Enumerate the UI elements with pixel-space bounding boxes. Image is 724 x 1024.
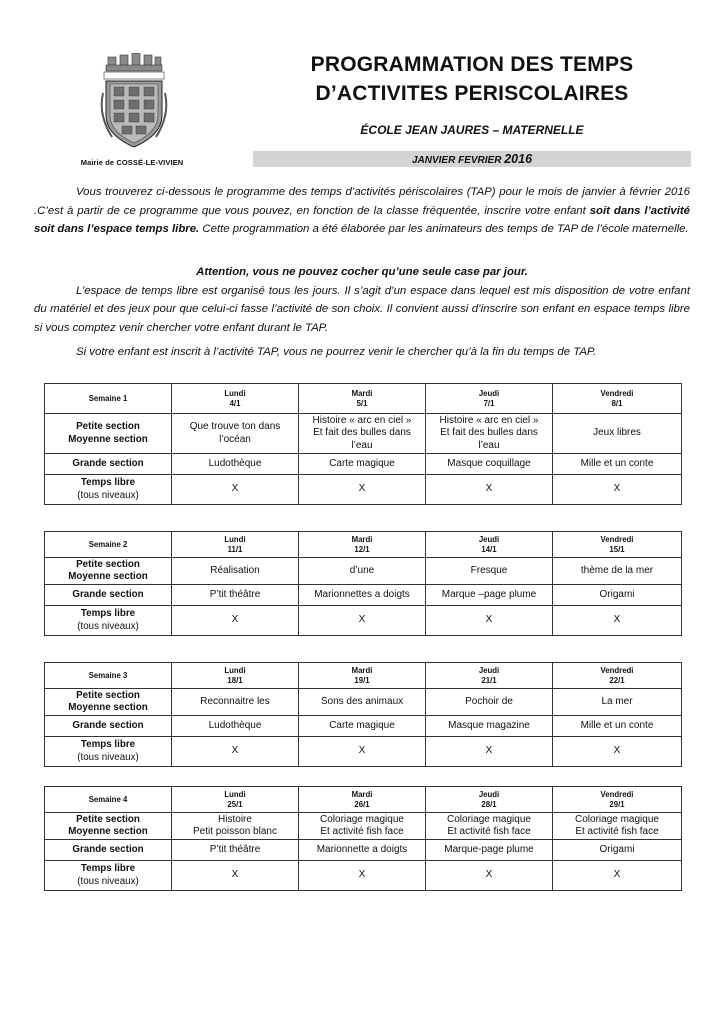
day-header: Jeudi 21/1 [426, 663, 553, 689]
free-time-checkbox[interactable]: X [172, 737, 299, 767]
table-row [45, 861, 682, 891]
free-time-checkbox[interactable]: X [172, 606, 299, 636]
activity-cell[interactable]: thème de la mer [553, 558, 682, 585]
activity-cell[interactable]: Carte magique [299, 716, 426, 737]
day-header: Vendredi 15/1 [553, 532, 682, 558]
row-label-temps-libre: Temps libre (tous niveaux) [45, 606, 172, 636]
free-time-checkbox[interactable]: X [299, 606, 426, 636]
free-time-checkbox[interactable]: X [426, 606, 553, 636]
day-header: Jeudi 28/1 [426, 787, 553, 813]
day-header: Vendredi 29/1 [553, 787, 682, 813]
activity-cell[interactable]: Pochoir de [426, 689, 553, 716]
day-header: Vendredi 8/1 [553, 384, 682, 414]
row-label-grande: Grande section [45, 840, 172, 861]
activity-cell[interactable]: Marque-page plume [426, 840, 553, 861]
activity-cell[interactable]: Que trouve ton dans l’océan [172, 414, 299, 454]
activity-cell[interactable]: Marionnettes a doigts [299, 585, 426, 606]
activity-cell[interactable]: Coloriage magique Et activité fish face [426, 813, 553, 840]
period-bar [253, 151, 691, 167]
table-row [45, 606, 682, 636]
period-year: 2016 [504, 152, 533, 166]
free-time-checkbox[interactable]: X [299, 475, 426, 505]
free-time-checkbox[interactable]: X [299, 737, 426, 767]
week-4-table [44, 786, 682, 891]
table-row [45, 737, 682, 767]
activity-cell[interactable]: La mer [553, 689, 682, 716]
row-label-petite-moyenne: Petite section Moyenne section [45, 558, 172, 585]
table-row [45, 716, 682, 737]
activity-cell[interactable]: Coloriage magique Et activité fish face [299, 813, 426, 840]
coat-of-arms-logo [98, 53, 170, 151]
free-time-checkbox[interactable]: X [299, 861, 426, 891]
free-time-checkbox[interactable]: X [553, 606, 682, 636]
week-label: Semaine 1 [45, 384, 172, 414]
table-row [45, 689, 682, 716]
activity-cell[interactable]: Masque magazine [426, 716, 553, 737]
day-header: Jeudi 7/1 [426, 384, 553, 414]
activity-cell[interactable]: Reconnaitre les [172, 689, 299, 716]
week-2-table [44, 531, 682, 636]
activity-cell[interactable]: d’une [299, 558, 426, 585]
day-header: Jeudi 14/1 [426, 532, 553, 558]
row-label-petite-moyenne: Petite section Moyenne section [45, 689, 172, 716]
activity-cell[interactable]: Histoire « arc en ciel » Et fait des bulles dans l’eau [426, 414, 553, 454]
activity-cell[interactable]: Carte magique [299, 454, 426, 475]
day-header: Lundi 18/1 [172, 663, 299, 689]
free-time-checkbox[interactable]: X [553, 861, 682, 891]
activity-cell[interactable]: Histoire Petit poisson blanc [172, 813, 299, 840]
activity-cell[interactable]: Histoire « arc en ciel » Et fait des bulles dans l’eau [299, 414, 426, 454]
activity-cell[interactable]: Ludothèque [172, 454, 299, 475]
activity-cell[interactable]: Réalisation [172, 558, 299, 585]
week-label: Semaine 3 [45, 663, 172, 689]
activity-cell[interactable]: Coloriage magique Et activité fish face [553, 813, 682, 840]
table-header-row [45, 532, 682, 558]
free-time-checkbox[interactable]: X [426, 861, 553, 891]
activity-cell[interactable]: Ludothèque [172, 716, 299, 737]
period-label: JANVIER FEVRIER [411, 155, 502, 166]
free-time-checkbox[interactable]: X [426, 475, 553, 505]
table-row [45, 475, 682, 505]
week-3-table [44, 662, 682, 767]
row-label-grande: Grande section [45, 585, 172, 606]
free-time-checkbox[interactable]: X [553, 737, 682, 767]
table-row [45, 558, 682, 585]
day-header: Lundi 25/1 [172, 787, 299, 813]
table-row [45, 840, 682, 861]
mairie-label: Mairie de COSSÉ-LE-VIVIEN [80, 158, 184, 167]
activity-cell[interactable]: Masque coquillage [426, 454, 553, 475]
page-title: PROGRAMMATION DES TEMPS D’ACTIVITES PERISCOLAIRES [310, 53, 634, 105]
free-time-paragraph: Attention, vous ne pouvez cocher qu’une seule case par jour. L’espace de temps libre est organisé tous les jours. Il s’agit d’un espace dans lequel est mis disposition de votre enfant du matériel et des jeux pour que celui-ci fasse l’activité de son choix. Il convient aussi d’inscrire son enfant en espace temps libre si vous comptez venir chercher votre enfant durant le TAP. [34, 266, 690, 334]
day-header: Mardi 12/1 [299, 532, 426, 558]
activity-cell[interactable]: Mille et un conte [553, 716, 682, 737]
warning-text: Attention, vous ne pouvez cocher qu’une seule case par jour. [196, 266, 528, 278]
activity-cell[interactable]: Marionnette a doigts [299, 840, 426, 861]
week-label: Semaine 2 [45, 532, 172, 558]
day-header: Mardi 19/1 [299, 663, 426, 689]
table-row [45, 585, 682, 606]
activity-cell[interactable]: Sons des animaux [299, 689, 426, 716]
week-1-table [44, 383, 682, 505]
table-header-row [45, 787, 682, 813]
table-row [45, 813, 682, 840]
pickup-note: Si votre enfant est inscrit à l’activité TAP, vous ne pourrez venir le chercher qu’à la fin du temps de TAP. [76, 346, 597, 358]
row-label-grande: Grande section [45, 716, 172, 737]
intro-paragraph: Vous trouverez ci-dessous le programme des temps d’activités périscolaires (TAP) pour le mois de janvier à février 2016 .C’est à partir de ce programme que vous pouvez, en fonction de la classe fréquentée, inscrire votre enfant soit dans l’activité soit dans l’espace temps libre. Cette programmation a été élaborée par les animateurs des temps de TAP de l’école maternelle. [34, 186, 690, 235]
row-label-petite-moyenne: Petite section Moyenne section [45, 414, 172, 454]
free-time-checkbox[interactable]: X [553, 475, 682, 505]
row-label-petite-moyenne: Petite section Moyenne section [45, 813, 172, 840]
table-header-row [45, 384, 682, 414]
day-header: Vendredi 22/1 [553, 663, 682, 689]
week-label: Semaine 4 [45, 787, 172, 813]
row-label-temps-libre: Temps libre (tous niveaux) [45, 737, 172, 767]
day-header: Mardi 5/1 [299, 384, 426, 414]
activity-cell[interactable]: Origami [553, 585, 682, 606]
table-header-row [45, 663, 682, 689]
school-subtitle: ÉCOLE JEAN JAURES – MATERNELLE [360, 123, 584, 137]
free-time-checkbox[interactable]: X [172, 475, 299, 505]
free-time-checkbox[interactable]: X [426, 737, 553, 767]
day-header: Lundi 11/1 [172, 532, 299, 558]
activity-cell[interactable]: Jeux libres [553, 414, 682, 454]
row-label-grande: Grande section [45, 454, 172, 475]
activity-cell[interactable]: Marque –page plume [426, 585, 553, 606]
free-time-checkbox[interactable]: X [172, 861, 299, 891]
activity-cell[interactable]: Origami [553, 840, 682, 861]
day-header: Lundi 4/1 [172, 384, 299, 414]
row-label-temps-libre: Temps libre (tous niveaux) [45, 861, 172, 891]
table-row [45, 414, 682, 454]
row-label-temps-libre: Temps libre (tous niveaux) [45, 475, 172, 505]
activity-cell[interactable]: Mille et un conte [553, 454, 682, 475]
table-row [45, 454, 682, 475]
day-header: Mardi 26/1 [299, 787, 426, 813]
activity-cell[interactable]: Fresque [426, 558, 553, 585]
activity-cell[interactable]: P’tit théâtre [172, 585, 299, 606]
activity-cell[interactable]: P’tit théâtre [172, 840, 299, 861]
